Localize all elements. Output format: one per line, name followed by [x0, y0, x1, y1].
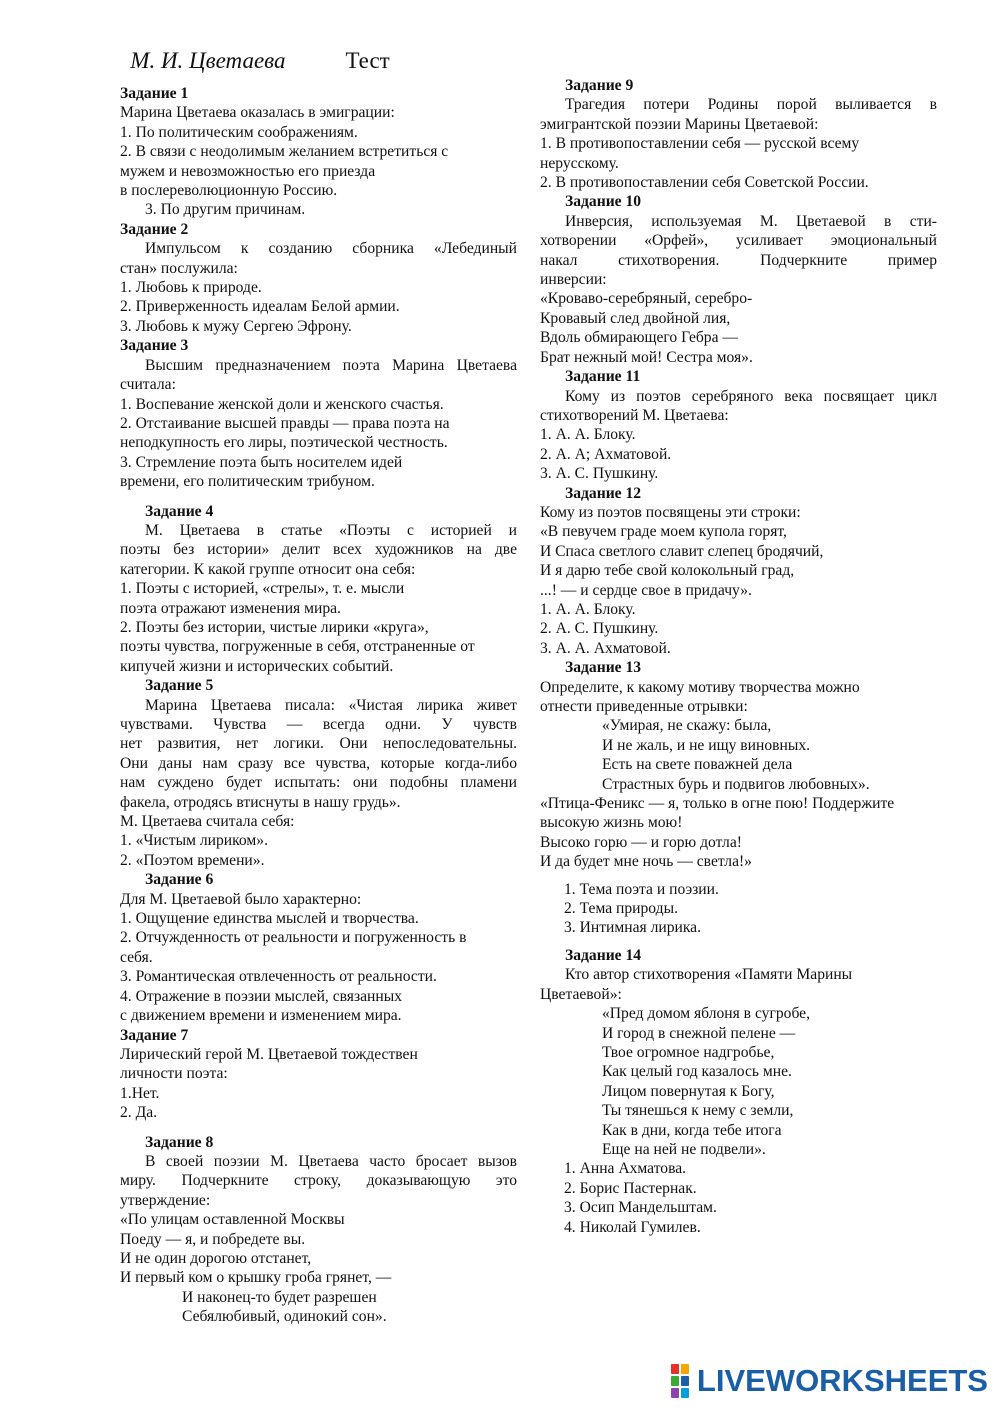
verse-line: Себялюбивый, одинокий сон».: [182, 1308, 387, 1326]
text-line: И да будет мне ночь — светла!»: [540, 853, 752, 871]
logo-square: [681, 1376, 689, 1386]
answer-option: 2. Борис Пастернак.: [564, 1179, 697, 1197]
verse-line: Ты тянешься к нему с земли,: [602, 1102, 794, 1120]
text-line: 2. «Поэтом времени».: [120, 851, 265, 869]
spacer: [540, 938, 937, 946]
text-line: Определите, к какому мотиву творчества можно: [540, 678, 860, 696]
logo-square: [671, 1388, 679, 1398]
logo-square: [671, 1364, 679, 1374]
task-heading: Задание 10: [565, 193, 642, 211]
text-line: в послереволюционную Россию.: [120, 182, 338, 200]
page-title: [0, 48, 520, 74]
text-line: 1. В противопоставлении себя — русской всему: [540, 135, 860, 153]
text-line: Брат нежный мой! Сестра моя».: [540, 348, 753, 366]
text-line: эмигрантской поэзии Марины Цветаевой:: [540, 115, 819, 133]
text-line: 1. Ощущение единства мыслей и творчества.: [120, 910, 419, 928]
liveworksheets-logo: [671, 1363, 988, 1399]
text-line: В своей поэзии М. Цветаева часто бросает вызов: [145, 1152, 517, 1170]
text-line: неподкупность его лиры, поэтической честность.: [120, 434, 448, 452]
task-heading: Задание 3: [120, 337, 189, 355]
text-line: инверсии:: [540, 271, 607, 289]
text-line: 3. Романтическая отвлеченность от реальности.: [120, 968, 437, 986]
text-line: хотворении «Орфей», усиливает эмоциональный: [540, 232, 937, 250]
text-line: Вдоль обмирающего Гебра —: [540, 329, 739, 347]
task-heading: Задание 14: [565, 946, 642, 964]
answer-option: 4. Николай Гумилев.: [564, 1218, 701, 1236]
text-line: считала:: [120, 376, 176, 394]
text-line: поэты чувства, погруженные в себя, отстраненные от: [120, 638, 475, 656]
verse-line: И город в снежной пелене —: [602, 1024, 796, 1042]
text-line: «По улицам оставленной Москвы: [120, 1211, 345, 1229]
text-line: накал стихотворения. Подчеркните пример: [540, 251, 937, 269]
verse-line: Лицом повернутая к Богу,: [602, 1082, 775, 1100]
text-line: 3. Стремление поэта быть носителем идей: [120, 453, 403, 471]
task-heading: Задание 4: [145, 502, 214, 520]
left-column: [120, 84, 517, 1327]
text-line: 1.Нет.: [120, 1084, 160, 1102]
text-line: 3. А. С. Пушкину.: [540, 465, 659, 483]
text-line: Марина Цветаева писала: «Чистая лирика живет: [145, 696, 517, 714]
verse-line: «Умирая, не скажу: была,: [602, 717, 772, 735]
text-line: Кто автор стихотворения «Памяти Марины: [565, 966, 853, 984]
text-line: 2. Отстаивание высшей правды — права поэта на: [120, 414, 450, 432]
spacer: [120, 1123, 517, 1133]
text-line: Инверсия, используемая М. Цветаевой в сти-: [565, 212, 937, 230]
verse-line: И не жаль, и не ищу виновных.: [602, 736, 811, 754]
text-line: 1. А. А. Блоку.: [540, 426, 636, 444]
answer-option: 1. Тема поэта и поэзии.: [564, 880, 719, 898]
text-line: 1. Воспевание женской доли и женского счастья.: [120, 395, 444, 413]
text-line: 3. А. А. Ахматовой.: [540, 639, 671, 657]
right-column: [540, 76, 937, 1237]
text-line: Высшим предназначением поэта Марина Цветаева: [145, 356, 517, 374]
text-line: 1. Поэты с историей, «стрелы», т. е. мысли: [120, 580, 405, 598]
text-line: Они даны нам сразу все чувства, которые когда-либо: [120, 754, 517, 772]
text-line: Для М. Цветаевой было характерно:: [120, 890, 362, 908]
task-heading: Задание 8: [145, 1133, 214, 1151]
text-line: И первый ком о крышку гроба грянет, —: [120, 1269, 392, 1287]
text-line: стан» послужила:: [120, 259, 238, 277]
text-line: миру. Подчеркните строку, доказывающую это: [120, 1172, 517, 1190]
text-line: М. Цветаева в статье «Поэты с историей и: [145, 521, 517, 539]
task-heading: Задание 5: [145, 677, 214, 695]
answer-option: 3. Интимная лирика.: [564, 919, 701, 937]
text-line: времени, его политическим трибуном.: [120, 473, 375, 491]
text-line: Кому из поэтов посвящены эти строки:: [540, 503, 801, 521]
text-line: 2. Приверженность идеалам Белой армии.: [120, 298, 400, 316]
text-line: 2. Отчужденность от реальности и погруженность в: [120, 929, 467, 947]
task-heading: Задание 13: [565, 659, 642, 677]
text-line: чувствами. Чувства — всегда одни. У чувств: [120, 716, 517, 733]
text-line: Высоко горю — и горю дотла!: [540, 833, 742, 851]
text-line: себя.: [120, 948, 153, 966]
verse-line: Есть на свете поважней дела: [602, 756, 793, 774]
text-line: кипучей жизни и исторических событий.: [120, 657, 394, 675]
task-heading: Задание 7: [120, 1026, 189, 1044]
text-line: личности поэта:: [120, 1065, 228, 1083]
logo-square: [681, 1388, 689, 1398]
text-line: И Спаса светлого славит слепец бродячий,: [540, 542, 824, 560]
text-line: 4. Отражение в поэзии мыслей, связанных: [120, 987, 403, 1005]
text-line: И я дарю тебе свой колокольный град,: [540, 562, 795, 580]
title-author: М. И. Цветаева: [130, 48, 286, 73]
text-line: 1. А. А. Блоку.: [540, 600, 636, 618]
text-line: Трагедия потери Родины порой выливается в: [565, 96, 937, 114]
answer-option: 2. Тема природы.: [564, 900, 678, 918]
verse-line: И наконец-то будет разрешен: [182, 1288, 377, 1306]
text-line: утверждение:: [120, 1191, 211, 1209]
text-line: 3. По другим причинам.: [145, 201, 306, 219]
text-line: 3. Любовь к мужу Сергею Эфрону.: [120, 317, 352, 335]
text-line: Цветаевой»:: [540, 985, 622, 1003]
text-line: «В певучем граде моем купола горят,: [540, 523, 787, 541]
text-line: с движением времени и изменением мира.: [120, 1007, 402, 1025]
task-heading: Задание 11: [565, 368, 641, 386]
text-line: И не один дорогою отстанет,: [120, 1249, 312, 1267]
text-line: ...! — и сердце свое в придачу».: [540, 581, 752, 599]
text-line: поэта отражают изменения мира.: [120, 599, 341, 617]
logo-square: [671, 1376, 679, 1386]
verse-line: «Пред домом яблоня в сугробе,: [602, 1005, 810, 1023]
title-type: Тест: [345, 48, 390, 73]
text-line: отнести приведенные отрывки:: [540, 698, 748, 715]
verse-line: Страстных бурь и подвигов любовных».: [602, 775, 870, 793]
text-line: нам суждено будет испытать: они подобны пламени: [120, 774, 517, 792]
text-line: Марина Цветаева оказалась в эмиграции:: [120, 104, 395, 122]
text-line: М. Цветаева считала себя:: [120, 813, 295, 831]
text-line: факела, отродясь втиснуты в нашу грудь».: [120, 793, 401, 811]
text-line: Лирический герой М. Цветаевой тождествен: [120, 1045, 418, 1063]
logo-square: [681, 1364, 689, 1374]
spacer: [540, 872, 937, 880]
text-line: 2. А. А; Ахматовой.: [540, 445, 672, 463]
text-line: 1. Любовь к природе.: [120, 279, 262, 297]
text-line: поэты без истории» делит всех художников на две: [120, 541, 517, 559]
verse-line: Твое огромное надгробье,: [602, 1043, 775, 1061]
task-heading: Задание 2: [120, 220, 189, 238]
answer-option: 3. Осип Мандельштам.: [564, 1199, 717, 1217]
text-line: 2. В противопоставлении себя Советской России.: [540, 174, 869, 192]
verse-line: Как целый год казалось мне.: [602, 1063, 792, 1081]
text-line: «Кроваво-серебряный, серебро-: [540, 290, 753, 308]
text-line: нерусскому.: [540, 154, 619, 172]
verse-line: Как в дни, когда тебе итога: [602, 1121, 782, 1139]
text-line: стихотворений М. Цветаева:: [540, 406, 729, 424]
text-line: 2. Да.: [120, 1104, 158, 1122]
text-line: Кому из поэтов серебряного века посвящает цикл: [565, 387, 937, 405]
spacer: [120, 492, 517, 502]
text-line: Импульсом к созданию сборника «Лебединый: [145, 240, 517, 258]
task-heading: Задание 12: [565, 484, 642, 502]
text-line: «Птица-Феникс — я, только в огне пою! Поддержите: [540, 795, 895, 813]
text-line: 2. А. С. Пушкину.: [540, 620, 659, 638]
task-heading: Задание 9: [565, 77, 634, 94]
text-line: высокую жизнь мою!: [540, 814, 683, 832]
text-line: мужем и невозможностью его приезда: [120, 162, 376, 180]
text-line: 2. В связи с неодолимым желанием встретиться с: [120, 143, 449, 161]
text-line: нет развития, нет логики. Они непоследовательны.: [120, 735, 517, 753]
text-line: категории. К какой группе относит она себя:: [120, 560, 416, 578]
task-heading: Задание 1: [120, 85, 189, 102]
logo-icon: [671, 1364, 689, 1398]
logo-text: LIVEWORKSHEETS: [696, 1363, 988, 1398]
verse-line: Еще на ней не подвели».: [602, 1140, 766, 1158]
text-line: Поеду — я, и побредете вы.: [120, 1230, 306, 1248]
text-line: 1. По политическим соображениям.: [120, 123, 358, 141]
text-line: Кровавый след двойной лия,: [540, 309, 731, 327]
text-line: 1. «Чистым лириком».: [120, 832, 268, 850]
text-line: 2. Поэты без истории, чистые лирики «круга»,: [120, 618, 429, 636]
task-heading: Задание 6: [145, 871, 214, 889]
answer-option: 1. Анна Ахматова.: [564, 1160, 687, 1178]
